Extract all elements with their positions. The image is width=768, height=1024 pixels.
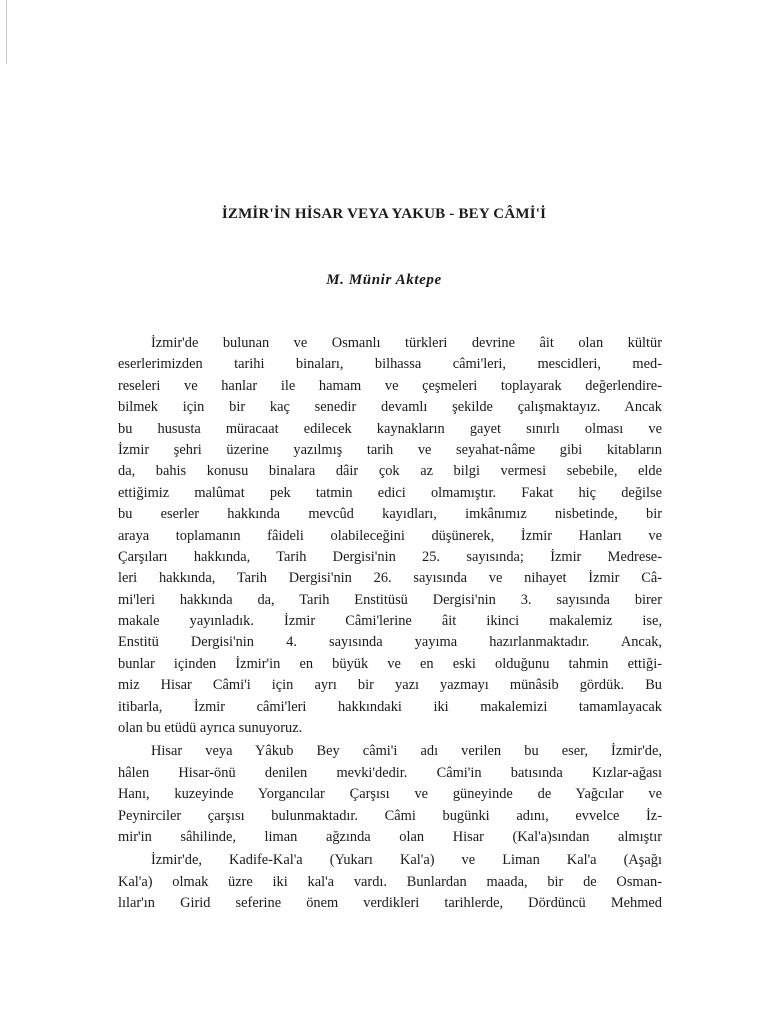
text-line: Peynirciler çarşısı bulunmaktadır. Câmi bugünki adını, evvelce İz-: [118, 807, 662, 824]
text-line: mir'in sâhilinde, liman ağzında olan Hisar (Kal'a)sından almıştır: [118, 828, 662, 845]
article-body: [118, 333, 662, 915]
text-line: bunlar içinden İzmir'in en büyük ve en eski olduğunu tahmin ettiği-: [118, 655, 662, 672]
article-author: M. Münir Aktepe: [326, 272, 442, 288]
text-line: reseleri ve hanlar ile hamam ve çeşmeleri toplayarak değerlendire-: [118, 377, 662, 394]
text-line: Çarşıları hakkında, Tarih Dergisi'nin 25. sayısında; İzmir Medrese-: [118, 548, 662, 565]
text-line: bilmek için bir kaç senedir devamlı şekilde çalışmaktayız. Ancak: [118, 399, 662, 416]
text-line: Kal'a) olmak üzre iki kal'a vardı. Bunlardan maada, bir de Osman-: [118, 873, 662, 890]
text-line: İzmir'de, Kadife-Kal'a (Yukarı Kal'a) ve Liman Kal'a (Aşağı: [151, 852, 662, 869]
text-line: İzmir'de bulunan ve Osmanlı türkleri devrine âit olan kültür: [151, 335, 662, 351]
article-title: İZMİR'İN HİSAR VEYA YAKUB - BEY CÂMİ'İ: [221, 206, 547, 222]
text-line: bu eserler hakkında mevcûd kayıdları, imkânımız nisbetinde, bir: [118, 506, 662, 523]
paragraph-2: [118, 741, 662, 848]
text-line: araya toplamanın fâideli olabileceğini düşünerek, İzmir Hanları ve: [118, 527, 662, 544]
text-line: mi'leri hakkında da, Tarih Enstitüsü Dergisi'nin 3. sayısında birer: [118, 591, 662, 608]
text-line: İzmir şehri üzerine yazılmış tarih ve seyahat-nâme gibi kitabların: [118, 441, 662, 458]
text-line: Hisar veya Yâkub Bey câmi'i adı verilen bu eser, İzmir'de,: [151, 743, 662, 760]
text-line: miz Hisar Câmi'i için ayrı bir yazı yazmayı münâsib gördük. Bu: [118, 677, 662, 694]
text-line: bu hususta müracaat edilecek kaynakların gayet sınırlı olması ve: [118, 420, 662, 437]
scan-edge-line: [6, 0, 7, 64]
text-line: lılar'ın Girid seferine önem verdikleri tarihlerde, Dördüncü Mehmed: [118, 895, 662, 912]
paragraph-3: [118, 850, 662, 914]
text-line: itibarla, İzmir câmi'leri hakkındaki iki makalemizi tamamlayacak: [118, 698, 662, 715]
text-line: ettiğimiz malûmat pek tatmin edici olmamıştır. Fakat hiç değilse: [118, 484, 662, 501]
text-line: makale yayınladık. İzmir Câmi'lerine âit ikinci makalemiz ise,: [118, 613, 662, 630]
text-line: Hanı, kuzeyinde Yorgancılar Çarşısı ve güneyinde de Yağcılar ve: [118, 786, 662, 803]
text-line: hâlen Hisar-önü denilen mevki'dedir. Câmi'in batısında Kızlar-ağası: [118, 764, 662, 781]
text-line: Enstitü Dergisi'nin 4. sayısında yayıma hazırlanmaktadır. Ancak,: [118, 634, 662, 651]
text-line: eserlerimizden tarihi binaları, bilhassa câmi'leri, mescidleri, med-: [118, 356, 662, 373]
text-line: olan bu etüdü ayrıca sunuyoruz.: [118, 720, 303, 737]
text-line: leri hakkında, Tarih Dergisi'nin 26. sayısında ve nihayet İzmir Câ-: [118, 570, 662, 587]
text-line: da, bahis konusu binalara dâir çok az bilgi vermesi sebebile, elde: [118, 463, 662, 480]
paragraph-1: [118, 333, 662, 739]
